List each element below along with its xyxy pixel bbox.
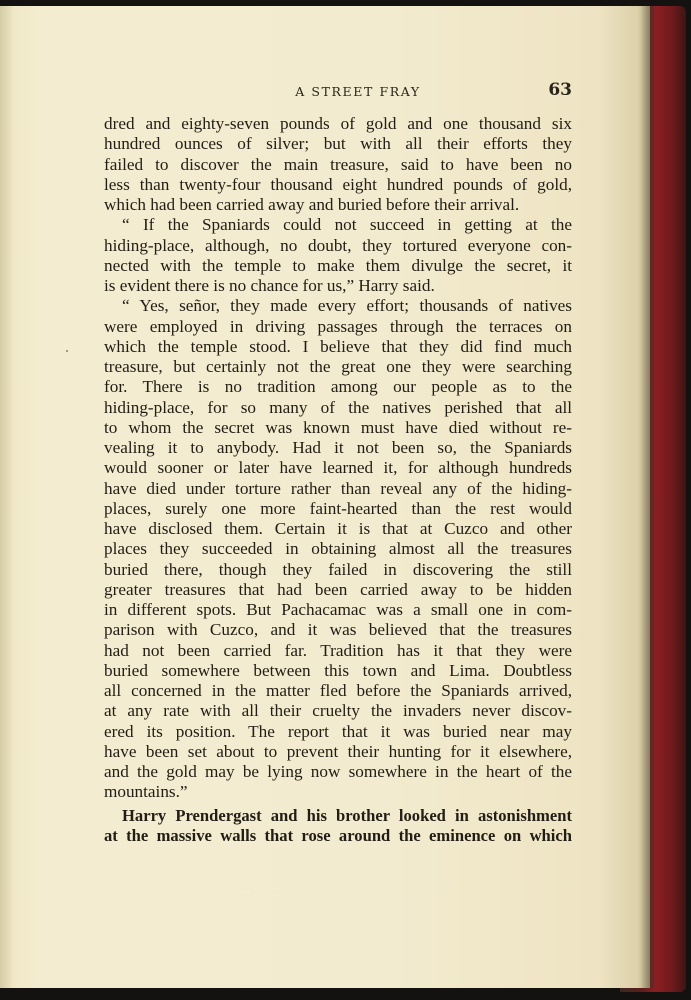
text-line: less than twenty-four thousand eight hundred pounds of gold, (104, 174, 572, 194)
text-line: for. There is no tradition among our people as to the (104, 377, 572, 397)
text-line: hiding-place, for so many of the natives perished that all (104, 397, 572, 417)
text-body (104, 114, 572, 846)
text-line: nected with the temple to make them divulge the secret, it (104, 255, 572, 275)
text-line: “ If the Spaniards could not succeed in getting at the (122, 215, 572, 235)
text-line: at any rate with all their cruelty the invaders never discov- (104, 701, 572, 721)
text-line: had not been carried far. Tradition has it that they were (104, 640, 572, 660)
text-line: have disclosed them. Certain it is that at Cuzco and other (104, 519, 572, 538)
text-line: parison with Cuzco, and it was believed that the treasures (104, 620, 572, 640)
running-head: A STREET FRAY (295, 84, 421, 99)
page-edge-shadow (640, 6, 654, 988)
text-line: mountains.” (104, 782, 188, 802)
text-line: have died under torture rather than reveal any of the hiding- (104, 478, 572, 498)
text-line: Harry Prendergast and his brother looked in astonishment (122, 805, 572, 825)
page-header (104, 80, 572, 104)
text-line: which the temple stood. I believe that they did find much (104, 336, 572, 356)
text-line: treasure, but certainly not the great one they were searching (104, 357, 572, 376)
text-line: ered its position. The report that it was buried near may (104, 721, 572, 741)
text-line: buried there, though they failed in discovering the still (104, 559, 572, 579)
text-line: greater treasures that had been carried away to be hidden (104, 579, 572, 599)
text-line: would sooner or later have learned it, for although hundreds (104, 458, 572, 478)
text-line: places, surely one more faint-hearted than the rest would (104, 498, 572, 518)
text-line: vealing it to anybody. Had it not been so, the Spaniards (104, 438, 572, 457)
text-line: failed to discover the main treasure, said to have been no (104, 154, 572, 174)
text-line: places they succeeded in obtaining almost all the treasures (104, 539, 572, 559)
text-line: and the gold may be lying now somewhere in the heart of the (104, 762, 572, 781)
text-line: were employed in driving passages through the terraces on (104, 316, 572, 336)
text-line: have been set about to prevent their hunting for it elsewhere, (104, 741, 572, 761)
text-line: at the massive walls that rose around the eminence on which (104, 825, 572, 845)
gutter-shadow (0, 6, 14, 988)
paper-speck (66, 350, 68, 352)
text-line: hiding-place, although, no doubt, they tortured everyone con- (104, 235, 572, 255)
text-line: dred and eighty-seven pounds of gold and one thousand six (104, 114, 572, 133)
text-line: is evident there is no chance for us,” Harry said. (104, 276, 435, 295)
page-number: 63 (548, 80, 572, 100)
text-line: all concerned in the matter fled before the Spaniards arrived, (104, 681, 572, 700)
text-line: “ Yes, señor, they made every effort; thousands of natives (122, 296, 572, 316)
text-line: hundred ounces of silver; but with all their efforts they (104, 134, 572, 154)
text-line: to whom the secret was known must have died without re- (104, 417, 572, 437)
text-line: which had been carried away and buried before their arrival. (104, 195, 520, 214)
text-line: buried somewhere between this town and Lima. Doubtless (104, 660, 572, 680)
text-line: in different spots. But Pachacamac was a small one in com- (104, 600, 572, 619)
